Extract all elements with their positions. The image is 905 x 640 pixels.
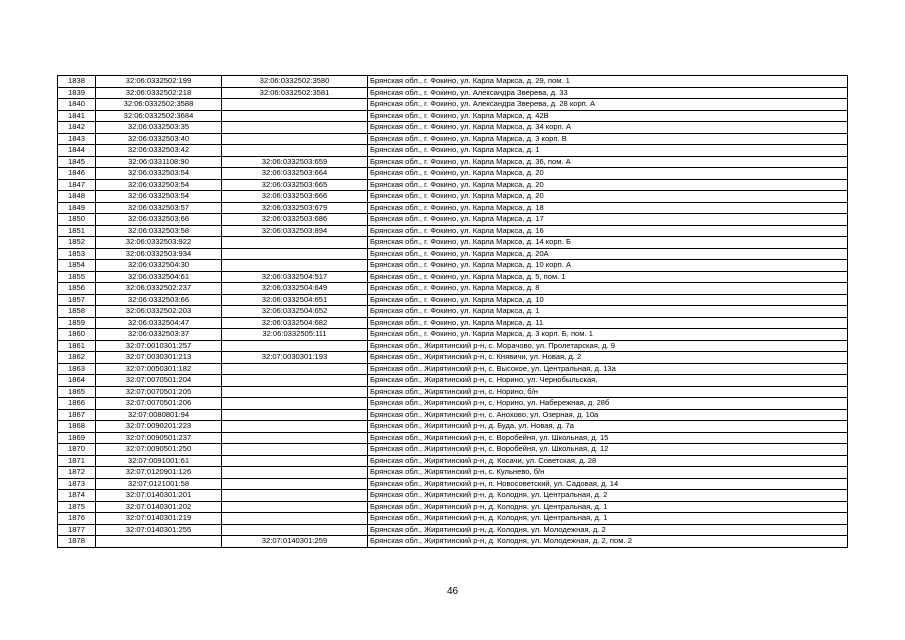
table-row [58,214,848,226]
cadastral-number-cell: 32:07:0140301:202 [96,501,222,513]
address-cell: Брянская обл., Жирятинский р-н, с. Высокое, ул. Центральная, д. 13а [368,363,848,375]
related-cadastral-number-cell: 32:06:0332503:659 [222,156,368,168]
table-row [58,398,848,410]
table-row [58,191,848,203]
related-cadastral-number-cell [222,524,368,536]
related-cadastral-number-cell [222,501,368,513]
row-number-cell: 1853 [58,248,96,260]
address-cell: Брянская обл., г. Фокино, ул. Карла Маркса, д. 10 [368,294,848,306]
address-cell: Брянская обл., г. Фокино, ул. Карла Маркса, д. 20 [368,168,848,180]
cadastral-number-cell: 32:07:0120901:126 [96,467,222,479]
related-cadastral-number-cell: 32:06:0332504:682 [222,317,368,329]
address-cell: Брянская обл., г. Фокино, ул. Карла Маркса, д. 5, пом. 1 [368,271,848,283]
cadastral-number-cell: 32:06:0332502:218 [96,87,222,99]
row-number-cell: 1876 [58,513,96,525]
property-table [57,75,848,548]
cadastral-number-cell: 32:06:0332502:199 [96,76,222,88]
address-cell: Брянская обл., Жирятинский р-н, с. Воробейня, ул. Школьная, д. 15 [368,432,848,444]
table-row [58,87,848,99]
related-cadastral-number-cell: 32:06:0332504:517 [222,271,368,283]
page-number: 46 [446,586,459,597]
address-cell: Брянская обл., г. Фокино, ул. Александра Зверева, д. 33 [368,87,848,99]
address-cell: Брянская обл., г. Фокино, ул. Карла Маркса, д. 42В [368,110,848,122]
cadastral-number-cell: 32:07:0030301:213 [96,352,222,364]
address-cell: Брянская обл., г. Фокино, ул. Карла Маркса, д. 20 [368,191,848,203]
address-cell: Брянская обл., Жирятинский р-н, д. Колодня, ул. Молодежная, д. 2 [368,524,848,536]
related-cadastral-number-cell: 32:06:0332504:651 [222,294,368,306]
address-cell: Брянская обл., г. Фокино, ул. Карла Маркса, д. 29, пом. 1 [368,76,848,88]
table-row [58,352,848,364]
row-number-cell: 1869 [58,432,96,444]
related-cadastral-number-cell [222,409,368,421]
table-row [58,513,848,525]
cadastral-number-cell: 32:06:0332503:934 [96,248,222,260]
cadastral-number-cell: 32:06:0332504:47 [96,317,222,329]
related-cadastral-number-cell [222,340,368,352]
related-cadastral-number-cell: 32:06:0332503:679 [222,202,368,214]
address-cell: Брянская обл., г. Фокино, ул. Карла Маркса, д. 1 [368,145,848,157]
related-cadastral-number-cell: 32:06:0332503:664 [222,168,368,180]
related-cadastral-number-cell: 32:06:0332502:3581 [222,87,368,99]
address-cell: Брянская обл., Жирятинский р-н, д. Буда, ул. Новая, д. 7а [368,421,848,433]
table-row [58,317,848,329]
table-row [58,156,848,168]
row-number-cell: 1839 [58,87,96,99]
cadastral-number-cell: 32:06:0332503:54 [96,168,222,180]
cadastral-number-cell: 32:07:0090201:223 [96,421,222,433]
row-number-cell: 1872 [58,467,96,479]
cadastral-number-cell: 32:06:0332503:40 [96,133,222,145]
row-number-cell: 1840 [58,99,96,111]
property-table-body [58,76,848,548]
address-cell: Брянская обл., Жирятинский р-н, с. Норино, ул. Набережная, д. 28б [368,398,848,410]
cadastral-number-cell: 32:07:0080801:94 [96,409,222,421]
cadastral-number-cell: 32:06:0332503:42 [96,145,222,157]
related-cadastral-number-cell: 32:07:0140301:259 [222,536,368,548]
cadastral-number-cell: 32:06:0332503:37 [96,329,222,341]
table-row [58,363,848,375]
row-number-cell: 1850 [58,214,96,226]
row-number-cell: 1862 [58,352,96,364]
row-number-cell: 1846 [58,168,96,180]
table-row [58,133,848,145]
address-cell: Брянская обл., г. Фокино, ул. Карла Маркса, д. 16 [368,225,848,237]
table-row [58,283,848,295]
related-cadastral-number-cell [222,145,368,157]
related-cadastral-number-cell [222,421,368,433]
address-cell: Брянская обл., Жирятинский р-н, с. Княвичи, ул. Новая, д. 2 [368,352,848,364]
table-row [58,340,848,352]
table-row [58,444,848,456]
address-cell: Брянская обл., г. Фокино, ул. Карла Маркса, д. 20 [368,179,848,191]
table-row [58,501,848,513]
table-row [58,536,848,548]
cadastral-number-cell: 32:06:0332503:58 [96,225,222,237]
row-number-cell: 1855 [58,271,96,283]
row-number-cell: 1873 [58,478,96,490]
cadastral-number-cell: 32:06:0332503:922 [96,237,222,249]
table-row [58,467,848,479]
related-cadastral-number-cell [222,467,368,479]
related-cadastral-number-cell [222,363,368,375]
row-number-cell: 1859 [58,317,96,329]
row-number-cell: 1863 [58,363,96,375]
row-number-cell: 1848 [58,191,96,203]
table-row [58,455,848,467]
address-cell: Брянская обл., Жирятинский р-н, д. Колодня, ул. Центральная, д. 1 [368,513,848,525]
table-row [58,271,848,283]
related-cadastral-number-cell [222,432,368,444]
related-cadastral-number-cell [222,122,368,134]
related-cadastral-number-cell: 32:06:0332503:686 [222,214,368,226]
table-row [58,260,848,272]
cadastral-number-cell: 32:07:0050301:182 [96,363,222,375]
address-cell: Брянская обл., Жирятинский р-н, п. Новосоветский, ул. Садовая, д. 14 [368,478,848,490]
row-number-cell: 1877 [58,524,96,536]
cadastral-number-cell: 32:06:0332503:57 [96,202,222,214]
row-number-cell: 1865 [58,386,96,398]
related-cadastral-number-cell [222,260,368,272]
row-number-cell: 1845 [58,156,96,168]
address-cell: Брянская обл., Жирятинский р-н, с. Норино, б/н [368,386,848,398]
table-row [58,99,848,111]
related-cadastral-number-cell [222,237,368,249]
table-row [58,432,848,444]
related-cadastral-number-cell [222,455,368,467]
cadastral-number-cell: 32:06:0332503:35 [96,122,222,134]
row-number-cell: 1858 [58,306,96,318]
cadastral-number-cell: 32:07:0010301:257 [96,340,222,352]
table-row [58,306,848,318]
table-row [58,375,848,387]
related-cadastral-number-cell [222,375,368,387]
row-number-cell: 1851 [58,225,96,237]
table-row [58,225,848,237]
table-row [58,76,848,88]
related-cadastral-number-cell: 32:06:0332503:665 [222,179,368,191]
table-row [58,478,848,490]
table-row [58,202,848,214]
related-cadastral-number-cell: 32:06:0332505:111 [222,329,368,341]
table-row [58,524,848,536]
cadastral-number-cell: 32:06:0331108:90 [96,156,222,168]
table-row [58,421,848,433]
related-cadastral-number-cell [222,478,368,490]
row-number-cell: 1878 [58,536,96,548]
cadastral-number-cell: 32:06:0332502:203 [96,306,222,318]
row-number-cell: 1856 [58,283,96,295]
address-cell: Брянская обл., г. Фокино, ул. Карла Маркса, д. 36, пом. А [368,156,848,168]
row-number-cell: 1843 [58,133,96,145]
cadastral-number-cell [96,536,222,548]
table-row [58,490,848,502]
row-number-cell: 1854 [58,260,96,272]
related-cadastral-number-cell [222,398,368,410]
row-number-cell: 1874 [58,490,96,502]
cadastral-number-cell: 32:06:0332504:61 [96,271,222,283]
address-cell: Брянская обл., г. Фокино, ул. Карла Маркса, д. 18 [368,202,848,214]
table-row [58,179,848,191]
related-cadastral-number-cell: 32:06:0332504:652 [222,306,368,318]
related-cadastral-number-cell [222,513,368,525]
row-number-cell: 1844 [58,145,96,157]
related-cadastral-number-cell: 32:06:0332503:894 [222,225,368,237]
related-cadastral-number-cell: 32:07:0030301:193 [222,352,368,364]
cadastral-number-cell: 32:07:0070501:204 [96,375,222,387]
address-cell: Брянская обл., Жирятинский р-н, с. Морачово, ул. Пролетарская, д. 9 [368,340,848,352]
related-cadastral-number-cell [222,386,368,398]
address-cell: Брянская обл., г. Фокино, ул. Карла Маркса, д. 11 [368,317,848,329]
address-cell: Брянская обл., г. Фокино, ул. Карла Маркса, д. 1 [368,306,848,318]
address-cell: Брянская обл., Жирятинский р-н, с. Анохово, ул. Озерная, д. 10а [368,409,848,421]
address-cell: Брянская обл., Жирятинский р-н, д. Косачи, ул. Советская, д. 28 [368,455,848,467]
row-number-cell: 1861 [58,340,96,352]
cadastral-number-cell: 32:07:0090501:237 [96,432,222,444]
address-cell: Брянская обл., Жирятинский р-н, с. Воробейня, ул. Школьная, д. 12 [368,444,848,456]
related-cadastral-number-cell [222,99,368,111]
address-cell: Брянская обл., г. Фокино, ул. Карла Маркса, д. 14 корп. Б [368,237,848,249]
cadastral-number-cell: 32:07:0070501:205 [96,386,222,398]
cadastral-number-cell: 32:07:0140301:201 [96,490,222,502]
cadastral-number-cell: 32:06:0332503:54 [96,179,222,191]
row-number-cell: 1849 [58,202,96,214]
row-number-cell: 1852 [58,237,96,249]
table-row [58,386,848,398]
related-cadastral-number-cell: 32:06:0332502:3580 [222,76,368,88]
row-number-cell: 1867 [58,409,96,421]
address-cell: Брянская обл., Жирятинский р-н, с. Кульнево, б/н [368,467,848,479]
related-cadastral-number-cell [222,444,368,456]
row-number-cell: 1866 [58,398,96,410]
cadastral-number-cell: 32:07:0121001:58 [96,478,222,490]
cadastral-number-cell: 32:06:0332503:66 [96,214,222,226]
address-cell: Брянская обл., Жирятинский р-н, д. Колодня, ул. Центральная, д. 1 [368,501,848,513]
cadastral-number-cell: 32:06:0332503:54 [96,191,222,203]
related-cadastral-number-cell [222,110,368,122]
related-cadastral-number-cell [222,490,368,502]
row-number-cell: 1842 [58,122,96,134]
cadastral-number-cell: 32:06:0332503:66 [96,294,222,306]
table-row [58,110,848,122]
cadastral-number-cell: 32:06:0332504:30 [96,260,222,272]
cadastral-number-cell: 32:06:0332502:3684 [96,110,222,122]
cadastral-number-cell: 32:07:0140301:255 [96,524,222,536]
address-cell: Брянская обл., г. Фокино, ул. Карла Маркса, д. 17 [368,214,848,226]
cadastral-number-cell: 32:07:0140301:219 [96,513,222,525]
address-cell: Брянская обл., г. Фокино, ул. Карла Маркса, д. 34 корп. А [368,122,848,134]
address-cell: Брянская обл., Жирятинский р-н, д. Колодня, ул. Молодежная, д. 2, пом. 2 [368,536,848,548]
row-number-cell: 1841 [58,110,96,122]
address-cell: Брянская обл., г. Фокино, ул. Карла Маркса, д. 8 [368,283,848,295]
row-number-cell: 1870 [58,444,96,456]
address-cell: Брянская обл., г. Фокино, ул. Карла Маркса, д. 3 корп. В [368,133,848,145]
address-cell: Брянская обл., г. Фокино, ул. Карла Маркса, д. 20А [368,248,848,260]
related-cadastral-number-cell: 32:06:0332504:649 [222,283,368,295]
row-number-cell: 1868 [58,421,96,433]
row-number-cell: 1838 [58,76,96,88]
table-row [58,237,848,249]
cadastral-number-cell: 32:07:0070501:206 [96,398,222,410]
table-row [58,248,848,260]
table-row [58,409,848,421]
cadastral-number-cell: 32:07:0091001:61 [96,455,222,467]
row-number-cell: 1857 [58,294,96,306]
cadastral-number-cell: 32:07:0090501:250 [96,444,222,456]
related-cadastral-number-cell [222,133,368,145]
table-row [58,294,848,306]
table-row [58,168,848,180]
address-cell: Брянская обл., г. Фокино, ул. Карла Маркса, д. 10 корп. А [368,260,848,272]
table-row [58,122,848,134]
table-row [58,145,848,157]
address-cell: Брянская обл., г. Фокино, ул. Александра Зверева, д. 28 корп. А [368,99,848,111]
related-cadastral-number-cell: 32:06:0332503:666 [222,191,368,203]
related-cadastral-number-cell [222,248,368,260]
row-number-cell: 1864 [58,375,96,387]
address-cell: Брянская обл., г. Фокино, ул. Карла Маркса, д. 3 корп. Б, пом. 1 [368,329,848,341]
row-number-cell: 1875 [58,501,96,513]
table-row [58,329,848,341]
cadastral-number-cell: 32:06:0332502:3588 [96,99,222,111]
row-number-cell: 1860 [58,329,96,341]
address-cell: Брянская обл., Жирятинский р-н, с. Норино, ул. Чернобыльская, [368,375,848,387]
cadastral-number-cell: 32:06:0332502:237 [96,283,222,295]
address-cell: Брянская обл., Жирятинский р-н, д. Колодня, ул. Центральная, д. 2 [368,490,848,502]
row-number-cell: 1871 [58,455,96,467]
row-number-cell: 1847 [58,179,96,191]
